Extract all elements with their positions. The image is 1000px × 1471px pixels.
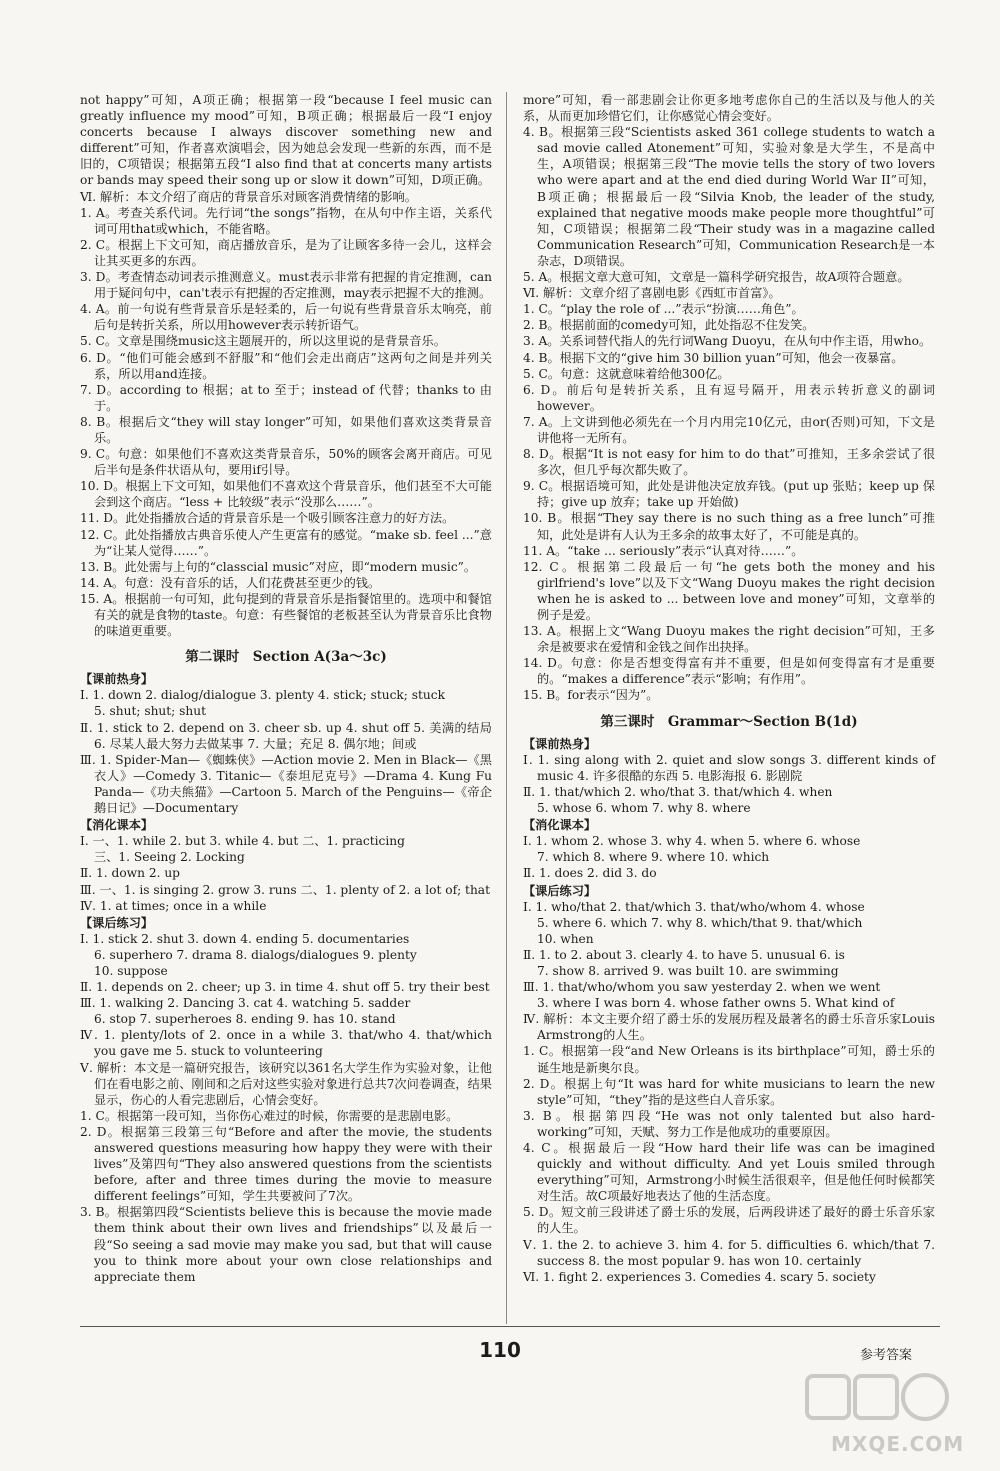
answer-line: 7. show 8. arrived 9. was built 10. are swimming (537, 963, 839, 978)
answer-item: Ⅰ. 1. down 2. dialog/dialogue 3. plenty 4. stick; stuck; stuck (80, 688, 445, 703)
answer-item: Ⅳ. 解析：本文主要介绍了爵士乐的发展历程及最著名的爵士乐音乐家Louis Armstrong的人生。 (523, 1012, 935, 1043)
footer-rule (80, 1326, 940, 1327)
answer-item: 8. D。根据“It is not easy for him to do that”可推知，王多余尝试了很多次，但几乎每次都失败了。 (523, 447, 935, 478)
answer-item: Ⅱ. 1. depends on 2. cheer; up 3. in time 4. shut off 5. try their best (80, 980, 490, 995)
answer-item: 14. D。句意：你是否想变得富有并不重要，但是如何变得富有才是重要的。“makes a difference”表示“影响；有作用”。 (523, 656, 935, 687)
answer-line: 5. whose 6. whom 7. why 8. where (537, 801, 751, 816)
answer-item: 4. C。根据最后一段“How hard their life was can be imagined quickly and without difficulty. And yet Louis smiled through everything”可知，Armstrong小时候生活很艰辛，但是他任何时候都笑对生活。故C项最好地表达了他的生活态度。 (523, 1141, 935, 1204)
answer-line: 7. which 8. where 9. where 10. which (537, 850, 770, 865)
answer-item: 8. B。根据后文“they will stay longer”可知，如果他们喜欢这类背景音乐。 (80, 414, 492, 445)
answer-line: 三、1. Seeing 2. Locking (94, 850, 245, 865)
watermark-logo (803, 1370, 963, 1460)
answer-item: 3. B。根据第四段“He was not only talented but also hard-working”可知，天赋、努力工作是他成功的重要原因。 (523, 1108, 935, 1139)
answer-item: Ⅱ. 1. does 2. did 3. do (523, 866, 657, 881)
answer-item: 5. C。句意：这就意味着给他300亿。 (523, 366, 730, 381)
answer-item: 10. B。根据“They say there is no such thing as a free lunch”可推知，此处是讲有人认为王多余的故事太好了，不可能是真的。 (523, 511, 935, 542)
answer-item: Ⅱ. 1. to 2. about 3. clearly 4. to have 5. unusual 6. is (523, 947, 845, 962)
sub-heading: 【课后练习】 (523, 883, 597, 898)
answer-item: 13. A。根据上文“Wang Duoyu makes the right decision”可知，王多余是被要求在爱情和金钱之间作出抉择。 (523, 624, 935, 655)
answer-item: 1. C。根据第一段可知，当你伤心难过的时候，你需要的是悲剧电影。 (80, 1108, 459, 1123)
answer-item: Ⅳ. 1. at times; once in a while (80, 898, 267, 913)
answer-line: 6. stop 7. superheroes 8. ending 9. has 10. stand (94, 1012, 396, 1027)
answer-item: 9. C。句意：如果他们不喜欢这类背景音乐，50%的顾客会离开商店。可见后半句是条件状语从句，要用if引导。 (80, 447, 492, 478)
answer-item: 7. D。according to 根据；at to 至于；instead of 代替；thanks to 由于。 (80, 382, 492, 413)
answer-item: Ⅱ. 1. down 2. up (80, 866, 180, 881)
answer-item: 3. B。根据第四段“Scientists believe this is because the movie made them think about their own lives and friendships”以及最后一段“So seeing a sad movie may make you sad, but that will cause you to think more about your own close relationships and appreciate them (80, 1205, 492, 1284)
answer-line: 5. shut; shut; shut (94, 704, 207, 719)
answer-item: 12. C。此处指播放古典音乐使人产生更富有的感觉。“make sb. feel ...”意为“让某人觉得……”。 (80, 527, 492, 558)
answer-item: 4. B。根据下文的“give him 30 billion yuan”可知，他会一夜暴富。 (523, 350, 904, 365)
answer-item: 12. C。根据第二段最后一句“he gets both the money and his girlfriend's love”以及下文“Wang Duoyu makes the right decision when he is asked to ... between love and money”可知，文章举的例子是爱。 (523, 559, 935, 622)
answer-item: Ⅰ. 一、1. while 2. but 3. while 4. but 二、1. practicing (80, 834, 405, 849)
watermark-text: MXQE.COM (831, 1432, 965, 1456)
answer-item: 10. D。根据上下文可知，如果他们不喜欢这个背景音乐，他们甚至不大可能会到这个商店。“less + 比较级”表示“没那么……”。 (80, 479, 492, 510)
answer-item: 1. C。根据第一段“and New Orleans is its birthplace”可知，爵士乐的诞生地是新奥尔良。 (523, 1044, 935, 1075)
answer-item: 6. D。“他们可能会感到不舒服”和“他们会走出商店”这两句之间是并列关系，所以用and连接。 (80, 350, 492, 381)
answer-line: 6. superhero 7. drama 8. dialogs/dialogues 9. plenty (94, 947, 417, 962)
answer-item: Ⅲ. 1. that/who/whom you saw yesterday 2. when we went (523, 980, 881, 995)
page-number: 110 (479, 1338, 521, 1362)
answer-item: Ⅵ. 解析：本文介绍了商店的背景音乐对顾客消费情绪的影响。 (80, 189, 417, 204)
sub-heading: 【课前热身】 (80, 672, 154, 687)
answer-item: Ⅵ. 解析：文章介绍了喜剧电影《西虹市首富》。 (523, 286, 781, 301)
sub-heading: 【消化课本】 (80, 818, 154, 833)
answer-item: Ⅰ. 1. who/that 2. that/which 3. that/who/whom 4. whose (523, 899, 865, 914)
right-column (523, 92, 935, 1285)
answer-item: 15. B。for表示“因为”。 (523, 688, 659, 703)
answer-item: Ⅲ. 一、1. is singing 2. grow 3. runs 二、1. plenty of 2. a lot of; that (80, 882, 490, 897)
answer-item: Ⅰ. 1. sing along with 2. quiet and slow songs 3. different kinds of music 4. 许多很酷的东西 5. 电影海报 6. 影剧院 (523, 752, 935, 783)
answer-line: 5. where 6. which 7. why 8. which/that 9. that/which (537, 915, 863, 930)
answer-item: 5. D。短文前三段讲述了爵士乐的发展，后两段讲述了最好的爵士乐音乐家的人生。 (523, 1205, 935, 1236)
answer-item: Ⅱ. 1. that/which 2. who/that 3. that/which 4. when (523, 784, 833, 799)
answer-item: 3. A。关系词替代指人的先行词Wang Duoyu，在从句中作主语，用who。 (523, 334, 932, 349)
answer-item: Ⅰ. 1. stick 2. shut 3. down 4. ending 5. documentaries (80, 931, 410, 946)
answer-item: 2. C。根据上下文可知，商店播放音乐，是为了让顾客多待一会儿，这样会让其买更多的东西。 (80, 237, 492, 268)
answer-item: 5. C。文章是围绕music这主题展开的，所以这里说的是背景音乐。 (80, 334, 446, 349)
section-heading: 第三课时 Grammar～Section B(1d) (600, 713, 858, 730)
answer-item: 3. D。考查情态动词表示推测意义。must表示非常有把握的肯定推测，can用于疑问句中，can't表示有把握的否定推测，may表示把握不大的推测。 (80, 270, 492, 301)
footer-section-label: 参考答案 (860, 1348, 913, 1363)
answer-item: Ⅴ. 解析：本文是一篇研究报告，该研究以361名大学生作为实验对象，让他们在看电影之前、刚间和之后对这些实验对象进行总共7次问卷调查，结果显示，伤心的人看完悲剧后，心情会变好。 (80, 1060, 492, 1107)
continued-paragraph: more”可知，看一部悲剧会让你更多地考虑你自己的生活以及与他人的关系，从而更加珍惜它们，让你感觉心情会变好。 (523, 93, 935, 124)
answer-item: Ⅲ. 1. Spider-Man—《蜘蛛侠》—Action movie 2. Men in Black—《黑衣人》—Comedy 3. Titanic—《泰坦尼克号》—Drama 4. Kung Fu Panda—《功夫熊猫》—Cartoon 5. March of the Penguins—《帝企鹅日记》—Documentary (80, 752, 492, 816)
answer-item: Ⅱ. 1. stick to 2. depend on 3. cheer sb. up 4. shut off 5. 美满的结局 6. 尽某人最大努力去做某事 7. 大量；充足 8. 偶尔地；间或 (80, 720, 492, 751)
sub-heading: 【课后练习】 (80, 915, 154, 930)
answer-item: 11. A。“take ... seriously”表示“认真对待……”。 (523, 543, 804, 558)
answer-item: 4. A。前一句说有些背景音乐是轻柔的，后一句说有些背景音乐太响亮，前后句是转折关系，所以用however表示转折语气。 (80, 302, 492, 333)
answer-item: 15. A。根据前一句可知，此句提到的背景音乐是指餐馆里的。选项中和餐馆有关的就是食物的taste。句意：有些餐馆的老板甚至认为背景音乐比食物的味道更重要。 (80, 591, 492, 639)
sub-heading: 【消化课本】 (523, 818, 597, 833)
answer-item: 7. A。上文讲到他必须先在一个月内用完10亿元，由or(否则)可知，下文是讲他将一无所有。 (523, 414, 935, 445)
answer-line: 10. suppose (94, 963, 168, 978)
answer-item: Ⅳ. 1. plenty/lots of 2. once in a while 3. that/who 4. that/which you gave me 5. stuck to volunteering (80, 1028, 492, 1059)
answer-item: 2. D。根据第三段第三句“Before and after the movie, the students answered questions measuring how happy they were with their lives”及第四句“They also answered questions from the scientists before, after and three times during the movie to measure different feelings”可知，学生共要被问了7次。 (80, 1124, 492, 1204)
answer-item: Ⅰ. 1. whom 2. whose 3. why 4. when 5. where 6. whose (523, 834, 861, 849)
section-heading: 第二课时 Section A(3a～3c) (185, 649, 387, 666)
answer-line: 10. when (537, 931, 594, 946)
answer-item: 11. D。此处指播放合适的背景音乐是一个吸引顾客注意力的好方法。 (80, 511, 455, 526)
sub-heading: 【课前热身】 (523, 736, 597, 751)
answer-item: 6. D。前后句是转折关系，且有逗号隔开，用表示转折意义的副词however。 (523, 382, 935, 413)
answer-item: 4. B。根据第三段“Scientists asked 361 college students to watch a sad movie called Atonement”可知，实验对象是大学生，不是高中生，A项错误；根据第三段“The movie tells the story of two lovers who were apart and at the end died during World War II”可知，B项正确；根据最后一段“Silvia Knob, the leader of the study, explained that negative moods make people more thoughtful”可知，C项错误；根据第二段“Their study was in a magazine called Communication Research”可知，Communication Research是一本杂志，D项错误。 (523, 125, 935, 268)
column-divider (506, 92, 507, 1324)
answer-item: 13. B。此处需与上句的“classcial music”对应，即“modern music”。 (80, 559, 477, 574)
answer-item: 14. A。句意：没有音乐的话，人们花费甚至更少的钱。 (80, 575, 381, 590)
answer-item: 9. C。根据语境可知，此处是讲他决定放弃钱。(put up 张贴；keep up 保持；give up 放弃；take up 开始做) (523, 479, 935, 510)
continued-paragraph: not happy”可知，A项正确；根据第一段“because I feel music can greatly influence my mood”可知，B项正确；根据最后一段“I enjoy concerts because I always discover something new and different”可知，作者喜欢演唱会，因为她总会发现一些新的东西，而不是旧的，C项错误；根据第五段“I also find that at concerts many artists or bands may speed their song up or slow it down”可知，D项正确。 (80, 93, 492, 188)
answer-item: 5. A。根据文章大意可知，文章是一篇科学研究报告，故A项符合题意。 (523, 270, 910, 285)
answer-item: 1. C。“play the role of ...”表示“扮演……角色”。 (523, 302, 804, 317)
answer-item: 1. A。考查关系代词。先行词“the songs”指物，在从句中作主语，关系代词可用that或which，不能省略。 (80, 205, 492, 236)
answer-item: 2. D。根据上句“It was hard for white musicians to learn the new style”可知，“they”指的是这些白人音乐家。 (523, 1076, 935, 1107)
answer-item: 2. B。根据前面的comedy可知，此处指忍不住发笑。 (523, 318, 815, 333)
answer-item: Ⅵ. 1. fight 2. experiences 3. Comedies 4. scary 5. society (523, 1269, 876, 1284)
left-column (80, 92, 492, 1285)
answer-item: Ⅴ. 1. the 2. to achieve 3. him 4. for 5. difficulties 6. which/that 7. success 8. the most popular 9. has won 10. certainly (523, 1237, 935, 1268)
answer-line: 3. where I was born 4. whose father owns 5. What kind of (537, 996, 895, 1011)
answer-item: Ⅲ. 1. walking 2. Dancing 3. cat 4. watching 5. sadder (80, 996, 411, 1011)
